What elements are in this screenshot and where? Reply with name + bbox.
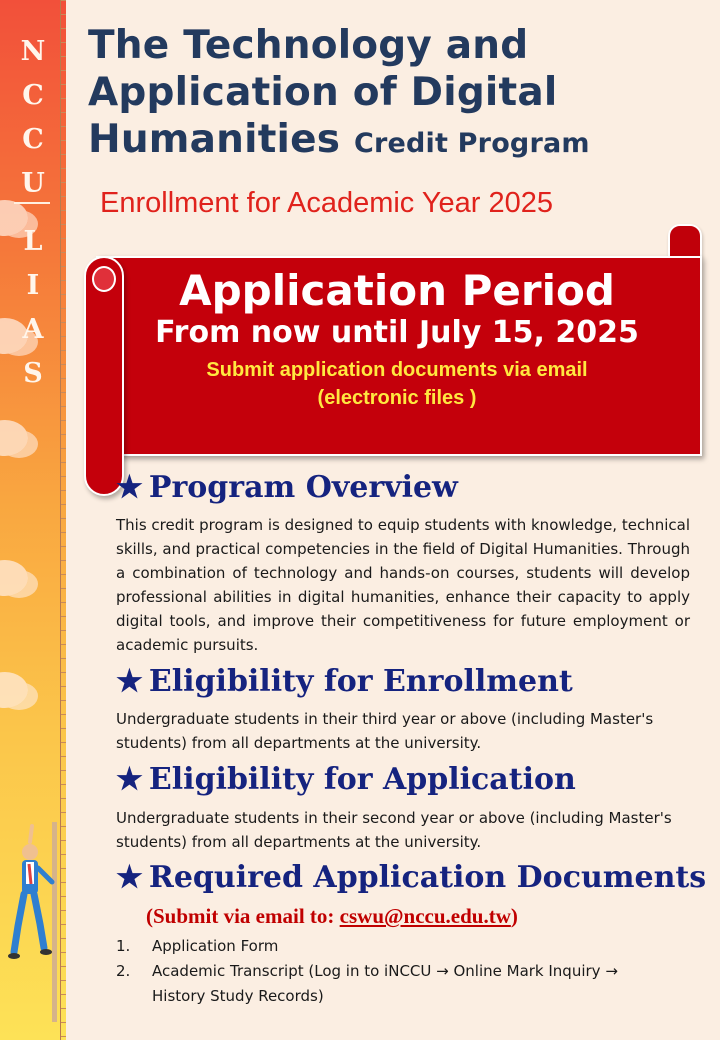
subtitle: Enrollment for Academic Year 2025 [100,187,553,219]
overview-text: This credit program is designed to equip students with knowledge, technical skills, and practical competencies in the field of Digital Humanities. Through a combination of technology and hands-on courses, students will develop professional abilities in digital humanities, enhance their capacity to apply digital tools, and improve their competitiveness for future employment or academic pursuits. [116,516,690,654]
list-item: 2. Academic Transcript (Log in to iNCCU → Online Mark Inquiry → History Study Records) [116,962,618,1005]
side-tag-2: L I A S [22,226,44,389]
email-link[interactable]: cswu@nccu.edu.tw [339,904,511,928]
list-item: 1. Application Form [116,937,279,955]
climber-illustration [8,822,62,1022]
banner-scroll-end [668,224,702,258]
cloud-decoration [0,420,28,456]
star-icon: ★ [116,470,143,505]
banner-heading: Application Period [179,266,615,315]
enrollment-text: Undergraduate students in their third year or above (including Master's students) from all departments at the university. [116,710,654,752]
section-heading-application: ★ Eligibility for Application [116,762,576,797]
star-icon: ★ [116,762,143,797]
banner-note: Submit application documents via email (electronic files ) [206,359,588,409]
cloud-decoration [0,560,28,596]
section-heading-overview: ★ Program Overview [116,470,458,505]
section-heading-documents: ★ Required Application Documents [116,860,707,895]
application-text: Undergraduate students in their second year or above (including Master's students) from all departments at the university. [116,809,672,851]
section-heading-enrollment: ★ Eligibility for Enrollment [116,664,573,699]
documents-list [116,934,676,1009]
side-tag: N C C U [20,36,46,199]
star-icon: ★ [116,860,143,895]
cloud-decoration [0,672,28,708]
title-suffix: Credit Program [353,128,590,159]
banner-period: From now until July 15, 2025 [155,315,639,350]
side-strip [0,0,66,1040]
page-title: The Technology and Application of Digital Humanities Credit Program [88,23,590,162]
title-main: Humanities [88,117,341,162]
star-icon: ★ [116,664,143,699]
email-instruction: (Submit via email to: cswu@nccu.edu.tw) [146,904,518,928]
banner-content [96,256,698,412]
